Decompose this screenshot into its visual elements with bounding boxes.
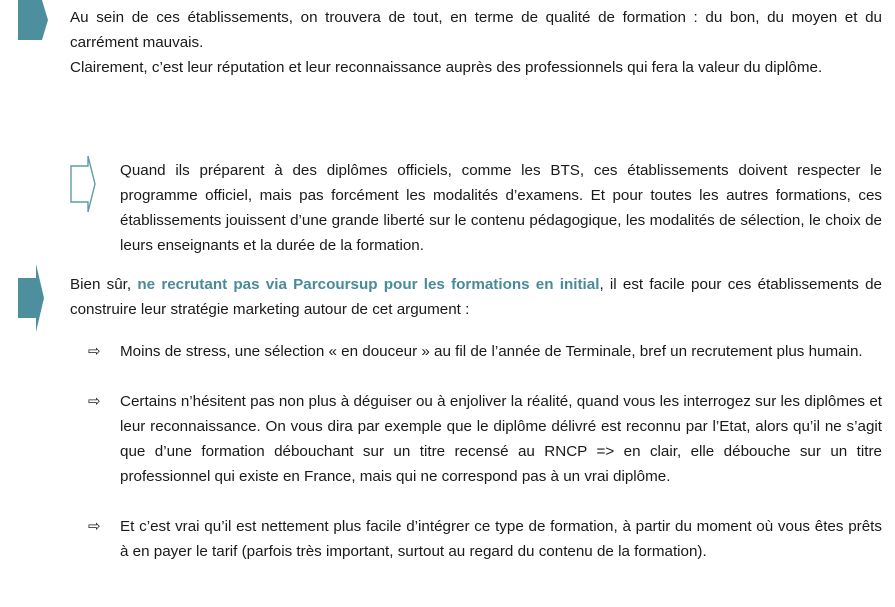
arrow-marker-filled-icon [18,264,44,332]
section3-text [70,272,882,322]
list-item-text: Certains n’hésitent pas non plus à déguiser ou à enjoliver la réalité, quand vous les interrogez sur les diplômes et leur reconnaissance. On vous dira par exemple que le diplôme délivré est reconnu par l’Etat, alors qu’il ne s’agit que d’une formation débouchant sur un titre recensé au RNCP => en clair, elle débouche sur un titre professionnel qui existe en France, mais qui ne correspond pas à un vrai diplôme. [120,393,882,485]
arrow-marker-filled-icon [18,0,48,40]
section3-highlight: ne recrutant pas via Parcoursup pour les formations en initial [137,276,600,293]
section1-line1: Au sein de ces établissements, on trouvera de tout, en terme de qualité de formation : du bon, du moyen et du carrément mauvais. [70,9,882,51]
section3-suffix: , il est facile pour ces établissements de construire leur stratégie marketing autour de cet argument : [70,276,882,318]
list-item [88,514,882,589]
list-item [88,339,882,389]
list-item-text: Et c’est vrai qu’il est nettement plus facile d’intégrer ce type de formation, à partir du moment où vous êtes prêts à en payer le tarif (parfois très important, surtout au regard du contenu de la formation). [120,518,882,560]
section2-text: Quand ils préparent à des diplômes officiels, comme les BTS, ces établissements doivent respecter le programme officiel, mais pas forcément les modalités d’examens. Et pour toutes les autres formations, ces établissements jouissent d’une grande liberté sur le contenu pédagogique, les modalités de sélection, le choix de leurs enseignants et la durée de la formation. [120,162,882,254]
arrow-bullet-icon: ⇨ [88,343,101,360]
arrow-bullet-icon: ⇨ [88,518,101,535]
list-item-text: Moins de stress, une sélection « en douceur » au fil de l’année de Terminale, bref un recrutement plus humain. [120,343,863,360]
section3-prefix: Bien sûr, [70,276,138,293]
section1-line2: Clairement, c’est leur réputation et leur reconnaissance auprès des professionnels qui fera la valeur du diplôme. [70,59,823,76]
arrow-marker-outline-icon [70,155,96,213]
arrow-bullet-icon: ⇨ [88,393,101,410]
section1-text [70,5,882,80]
list-item [88,389,882,514]
